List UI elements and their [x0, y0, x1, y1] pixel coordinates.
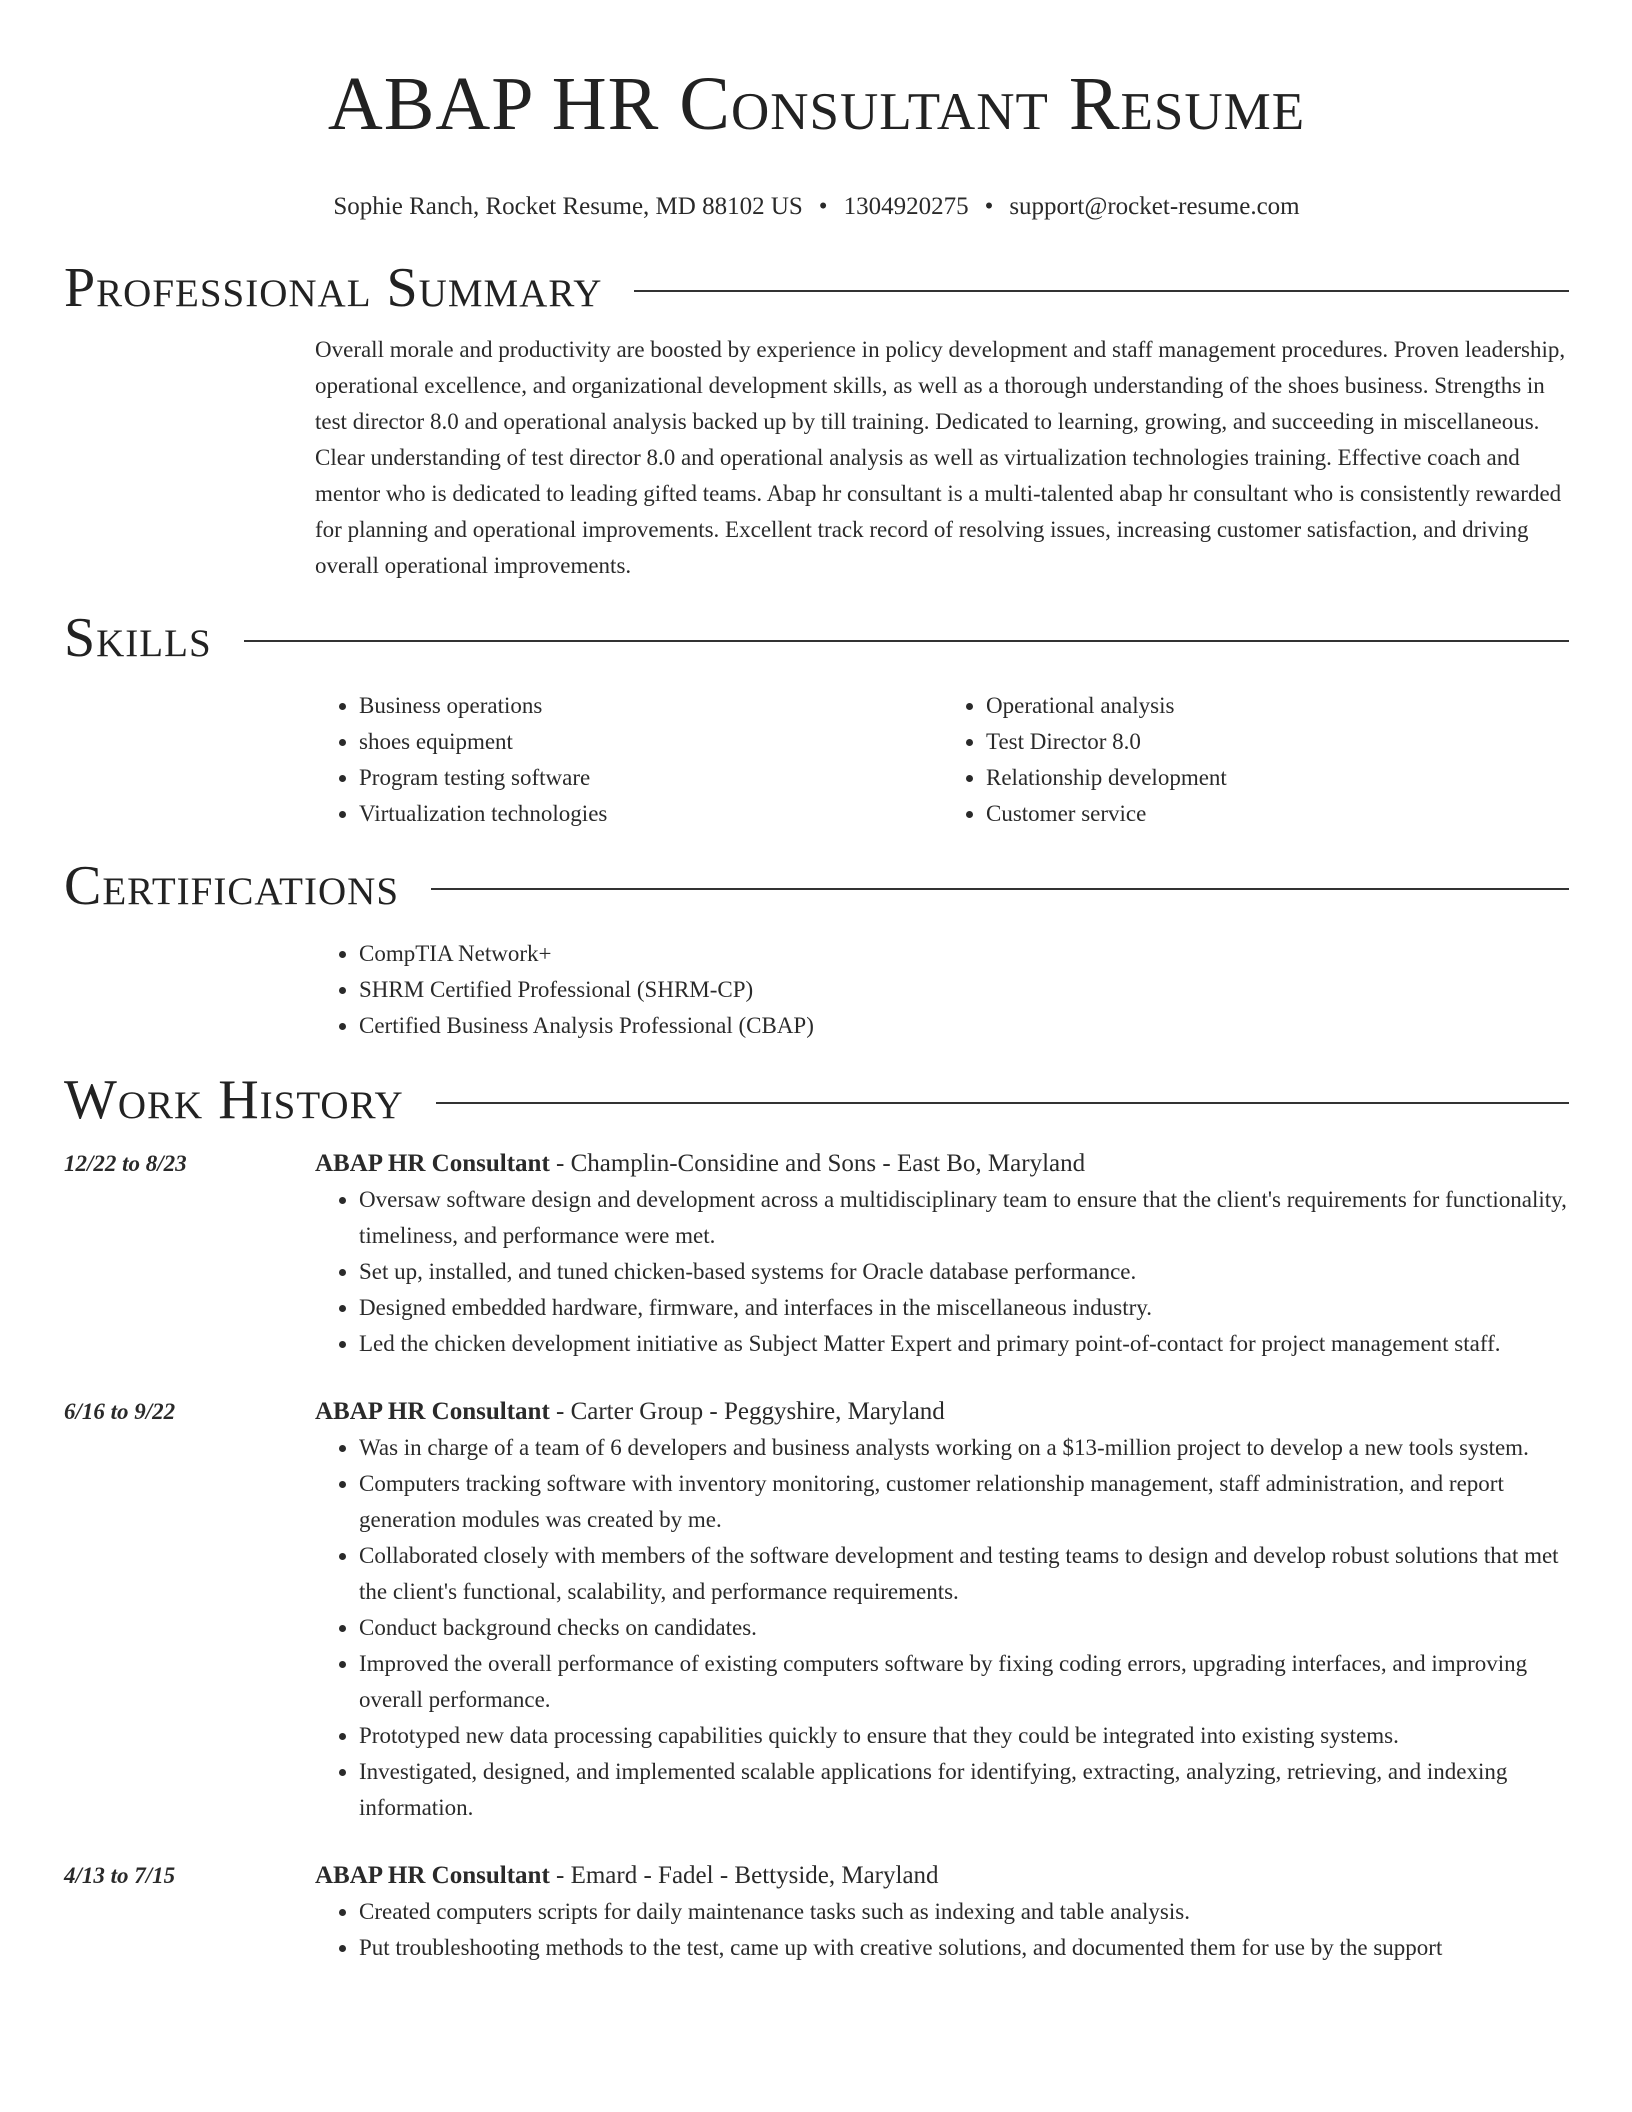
- certification-item: • Certified Business Analysis Professional (CBAP): [359, 1008, 1569, 1044]
- skill-item: • Test Director 8.0: [986, 724, 1569, 760]
- job-bullet: • Put troubleshooting methods to the test, came up with creative solutions, and documented them for use by the support: [359, 1930, 1569, 1966]
- job-bullet: • Set up, installed, and tuned chicken-based systems for Oracle database performance.: [359, 1254, 1569, 1290]
- job-bullets: [315, 1430, 1569, 1826]
- certification-item: • SHRM Certified Professional (SHRM-CP): [359, 972, 1569, 1008]
- job-bullet: • Led the chicken development initiative as Subject Matter Expert and primary point-of-contact for project management staff.: [359, 1326, 1569, 1362]
- job-company-location: - Champlin-Considine and Sons - East Bo, Maryland: [549, 1150, 1086, 1177]
- contact-line: [64, 192, 1569, 222]
- summary-section-header: [64, 256, 1569, 320]
- contact-separator: •: [818, 193, 828, 220]
- job-company-location: - Carter Group - Peggyshire, Maryland: [549, 1398, 945, 1425]
- job-entry: [64, 1394, 1569, 1826]
- job-bullet: • Created computers scripts for daily maintenance tasks such as indexing and table analysis.: [359, 1894, 1569, 1930]
- skill-item: • Program testing software: [359, 760, 942, 796]
- job-bullet: • Prototyped new data processing capabilities quickly to ensure that they could be integrated into existing systems.: [359, 1718, 1569, 1754]
- job-dates: 12/22 to 8/23: [64, 1151, 187, 1176]
- job-title: ABAP HR Consultant: [315, 1862, 550, 1889]
- work-history-section-header: [64, 1068, 1569, 1132]
- contact-phone: 1304920275: [843, 193, 969, 220]
- contact-separator: •: [984, 193, 994, 220]
- resume-title: ABAP HR Consultant Resume: [327, 62, 1306, 146]
- job-title: ABAP HR Consultant: [315, 1150, 550, 1177]
- certification-item: • CompTIA Network+: [359, 936, 1569, 972]
- job-dates: 6/16 to 9/22: [64, 1399, 176, 1424]
- summary-section: [315, 332, 1569, 584]
- skill-item: • Business operations: [359, 688, 942, 724]
- section-divider: [431, 888, 1569, 890]
- summary-text: Overall morale and productivity are boosted by experience in policy development and staff management procedures. Proven leadership, operational excellence, and organizational development skills, as well as a thorough understanding of the shoes business. Strengths in test director 8.0 and operational analysis backed up by till training. Dedicated to learning, growing, and succeeding in miscellaneous. Clear understanding of test director 8.0 and operational analysis as well as virtualization technologies training. Effective coach and mentor who is dedicated to leading gifted teams. Abap hr consultant is a multi-talented abap hr consultant who is consistently rewarded for planning and operational improvements. Excellent track record of resolving issues, increasing customer satisfaction, and driving overall operational improvements.: [315, 337, 1566, 578]
- job-header: [315, 1394, 1569, 1430]
- job-bullets: [315, 1182, 1569, 1362]
- job-bullet: • Was in charge of a team of 6 developers and business analysts working on a $13-million project to develop a new tools system.: [359, 1430, 1569, 1466]
- job-entry: [64, 1146, 1569, 1362]
- job-company-location: - Emard - Fadel - Bettyside, Maryland: [549, 1862, 939, 1889]
- skills-column-right: [942, 688, 1569, 832]
- skills-section-header: [64, 606, 1569, 670]
- job-bullet: • Improved the overall performance of existing computers software by fixing coding errors, upgrading interfaces, and improving overall performance.: [359, 1646, 1569, 1718]
- job-bullet: • Conduct background checks on candidates.: [359, 1610, 1569, 1646]
- resume-page: [64, 0, 1569, 1966]
- work-history-heading: Work History: [64, 1069, 404, 1131]
- skills-list: [315, 688, 1569, 832]
- job-bullets: [315, 1894, 1569, 1966]
- section-divider: [634, 290, 1569, 292]
- certifications-heading: Certifications: [64, 855, 400, 917]
- skill-item: • Virtualization technologies: [359, 796, 942, 832]
- contact-email: support@rocket-resume.com: [1009, 193, 1300, 220]
- section-divider: [436, 1102, 1569, 1104]
- certifications-section-header: [64, 854, 1569, 918]
- job-header: [315, 1146, 1569, 1182]
- job-bullet: • Designed embedded hardware, firmware, and interfaces in the miscellaneous industry.: [359, 1290, 1569, 1326]
- job-bullet: • Collaborated closely with members of the software development and testing teams to design and develop robust solutions that met the client's functional, scalability, and performance requirements.: [359, 1538, 1569, 1610]
- contact-address: Sophie Ranch, Rocket Resume, MD 88102 US: [333, 193, 803, 220]
- job-dates: 4/13 to 7/15: [64, 1863, 176, 1888]
- skills-column-left: [315, 688, 942, 832]
- skill-item: • Relationship development: [986, 760, 1569, 796]
- summary-heading: Professional Summary: [64, 257, 603, 319]
- job-header: [315, 1858, 1569, 1894]
- skill-item: • shoes equipment: [359, 724, 942, 760]
- certifications-list: [315, 936, 1569, 1044]
- skills-heading: Skills: [64, 607, 212, 669]
- skill-item: • Operational analysis: [986, 688, 1569, 724]
- job-bullet: • Investigated, designed, and implemented scalable applications for identifying, extracting, analyzing, retrieving, and indexing information.: [359, 1754, 1569, 1826]
- job-bullet: • Computers tracking software with inventory monitoring, customer relationship management, staff administration, and report generation modules was created by me.: [359, 1466, 1569, 1538]
- section-divider: [244, 640, 1569, 642]
- job-entry: [64, 1858, 1569, 1966]
- job-bullet: • Oversaw software design and development across a multidisciplinary team to ensure that the client's requirements for functionality, timeliness, and performance were met.: [359, 1182, 1569, 1254]
- skill-item: • Customer service: [986, 796, 1569, 832]
- job-title: ABAP HR Consultant: [315, 1398, 550, 1425]
